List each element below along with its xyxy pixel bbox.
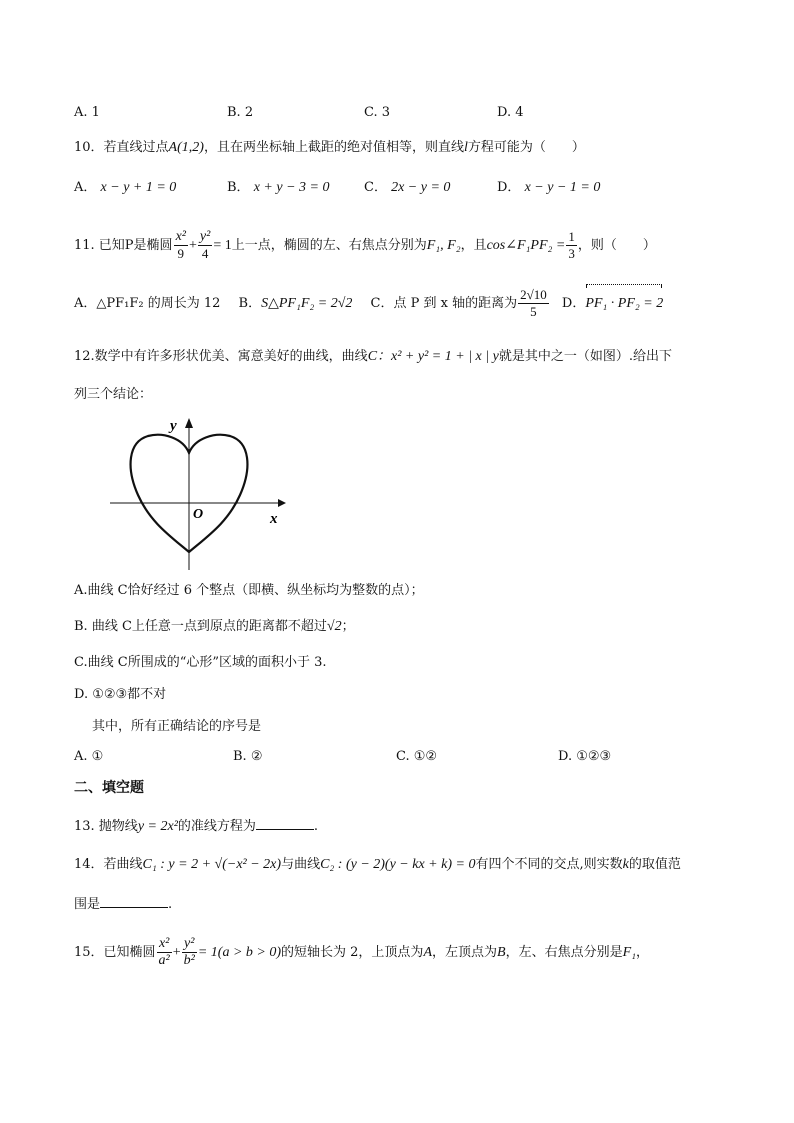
question-12 xyxy=(74,347,672,367)
q11-frac-y-den: 4 xyxy=(201,246,209,261)
q9-option-a: A. 1 xyxy=(74,105,100,120)
q11-frac-cos xyxy=(566,229,577,262)
q11-option-d-expr: PF₁ · PF₂ = 2 xyxy=(585,286,663,322)
q11-end: ，则（ ） xyxy=(577,238,656,253)
q15-mid: 的短轴长为 2，上顶点为 xyxy=(281,945,424,960)
q11-frac-x xyxy=(174,229,188,262)
q10-point: A(1,2) xyxy=(168,140,204,155)
q11-pre: 11. 已知P是椭圆 xyxy=(74,238,173,253)
question-11 xyxy=(74,228,656,264)
q14-end2: 的取值范 xyxy=(628,857,681,872)
q15-vertex-a: A xyxy=(423,945,432,960)
x-axis-arrow-icon xyxy=(278,499,286,507)
q14-pre: 14．若曲线 xyxy=(74,857,143,872)
q12-line1: 12.数学中有许多形状优美、寓意美好的曲线，曲线 xyxy=(74,349,368,364)
q15-frac-y-num: y² xyxy=(182,936,197,953)
question-13 xyxy=(74,815,318,837)
question-10 xyxy=(74,138,585,158)
q12-statement-2-end: ； xyxy=(341,619,355,634)
q10-option-b-label: B． xyxy=(227,180,250,195)
q10-option-d-label: D． xyxy=(497,180,521,195)
q12-curve: C：x² + y² = 1 + | x | y xyxy=(367,349,499,364)
q15-frac-y-den: b² xyxy=(183,953,195,968)
q10-option-b xyxy=(227,178,329,198)
graph-y-label: y xyxy=(170,418,177,434)
q11-frac-y xyxy=(198,229,212,262)
q10-option-d xyxy=(497,178,600,198)
q11-option-b-label: B． xyxy=(238,296,262,311)
q14-end: 有四个不同的交点,则实数 xyxy=(475,857,623,872)
q15-mid2: ，左顶点为 xyxy=(432,945,498,960)
q14-curve-2: C₂ : (y − 2)(y − kx + k) = 0 xyxy=(320,857,476,872)
q11-foci: F₁, F₂ xyxy=(426,238,461,253)
q14-mid: 与曲线 xyxy=(281,857,321,872)
q14-answer-blank[interactable] xyxy=(100,893,168,908)
q15-end: ，左、右焦点分别是 xyxy=(505,945,623,960)
q12-option-d: D. ①②③ xyxy=(558,749,612,764)
graph-origin-label: O xyxy=(193,507,204,522)
q9-option-d: D. 4 xyxy=(497,105,524,120)
q15-vertex-b: B xyxy=(497,945,506,960)
q15-frac-x-num: x² xyxy=(157,936,172,953)
q13-answer-blank[interactable] xyxy=(256,815,314,830)
q15-eq: = 1(a > b > 0) xyxy=(197,945,282,960)
q11-option-c-label: C．点 P 到 x 轴的距离为 xyxy=(370,296,518,311)
q11-option-a: A．△PF₁F₂ 的周长为 12 xyxy=(74,296,221,311)
section-heading: 二、填空题 xyxy=(74,780,144,796)
q11-frac-y-num: y² xyxy=(199,229,211,244)
q13-expr: y = 2x² xyxy=(137,819,178,834)
q12-option-c: C. ①② xyxy=(396,749,438,764)
q9-option-c: C. 3 xyxy=(364,105,391,120)
q14-k: k xyxy=(622,857,629,872)
q11-option-b-expr: S△PF₁F₂ = 2√2 xyxy=(261,296,353,311)
q12-option-a: A. ① xyxy=(74,749,104,764)
y-axis-arrow-icon xyxy=(185,418,193,428)
q10-option-b-eq: x + y − 3 = 0 xyxy=(253,180,330,195)
q13-pre: 13. 抛物线 xyxy=(74,819,138,834)
q14-curve-1: C₁ : y = 2 + √(−x² − 2x) xyxy=(142,857,282,872)
q13-post: 的准线方程为 xyxy=(177,819,256,834)
q11-cos: cos∠F₁PF₂ = xyxy=(486,238,566,253)
q14-line2 xyxy=(74,893,172,915)
q10-text-pre: 10．若直线过点 xyxy=(74,140,169,155)
q14-line2-text: 围是 xyxy=(74,897,101,912)
q9-option-b: B. 2 xyxy=(227,105,254,120)
q11-frac-dist xyxy=(518,287,549,320)
q15-pre: 15．已知椭圆 xyxy=(74,945,156,960)
q11-frac-dist-den: 5 xyxy=(530,304,537,319)
q12-option-b: B. ② xyxy=(233,749,263,764)
q12-statement-1: A.曲线 C恰好经过 6 个整点（即横、纵坐标均为整数的点）； xyxy=(74,583,424,598)
q10-text-end: 方程可能为（ ） xyxy=(467,140,585,155)
q11-mid: 上一点，椭圆的左、右焦点分别为 xyxy=(231,238,427,253)
q10-option-a xyxy=(74,178,176,198)
q12-statement-3: C.曲线 C所围成的“心形”区域的面积小于 3. xyxy=(74,655,327,670)
q11-option-d-label: D． xyxy=(561,296,586,311)
q12-statement-2-value: √2 xyxy=(326,619,342,634)
q15-comma: ， xyxy=(636,945,650,960)
q10-line-symbol: l xyxy=(463,140,468,155)
question-15: 15．已知椭圆 $\frac{\text{x²}}{\text{a²}}$ + $\frac{\text{y²}}{\text{b²}}$ = 1(a > b > 0)的短轴长为 2，上顶点为A，左顶点为B，左、右焦点分别是F₁， xyxy=(74,936,650,968)
q11-options xyxy=(74,286,663,322)
q11-plus: + xyxy=(188,238,197,253)
q11-frac-x-den: 9 xyxy=(177,246,185,261)
q10-option-c-label: C． xyxy=(364,180,387,195)
q12-statement-2-pre: B. 曲线 C上任意一点到原点的距离都不超过 xyxy=(74,619,327,634)
q10-option-a-label: A． xyxy=(74,180,97,195)
heart-graph xyxy=(100,410,300,580)
q12-statement-4: D. ①②③都不对 xyxy=(74,687,167,702)
q12-statement-2 xyxy=(74,617,355,637)
graph-x-label: x xyxy=(270,511,278,527)
q10-option-c xyxy=(364,178,450,198)
q10-option-d-eq: x − y − 1 = 0 xyxy=(524,180,601,195)
q11-frac-dist-num: 2√10 xyxy=(520,287,547,302)
q10-option-c-eq: 2x − y = 0 xyxy=(391,180,451,195)
q15-frac-y xyxy=(182,936,197,969)
q11-mid2: ，且 xyxy=(460,238,487,253)
q11-eq: = 1 xyxy=(213,238,232,253)
q11-frac-x-num: x² xyxy=(175,229,186,244)
question-14 xyxy=(74,855,681,875)
q12-question: 其中，所有正确结论的序号是 xyxy=(92,719,262,734)
q11-frac-cos-den: 3 xyxy=(568,246,575,261)
q10-option-a-eq: x − y + 1 = 0 xyxy=(100,180,177,195)
q10-text-post: ，且在两坐标轴上截距的绝对值相等，则直线 xyxy=(203,140,464,155)
q15-frac-x xyxy=(157,936,172,969)
q15-frac-x-den: a² xyxy=(158,953,170,968)
q12-line2: 列三个结论： xyxy=(74,387,153,402)
q12-line1-end: 就是其中之一（如图）.给出下 xyxy=(498,349,672,364)
q11-frac-cos-num: 1 xyxy=(568,229,575,244)
q15-focus-f1: F₁ xyxy=(622,945,637,960)
q13-end: . xyxy=(313,819,319,834)
q14-line2-end: . xyxy=(168,897,173,912)
